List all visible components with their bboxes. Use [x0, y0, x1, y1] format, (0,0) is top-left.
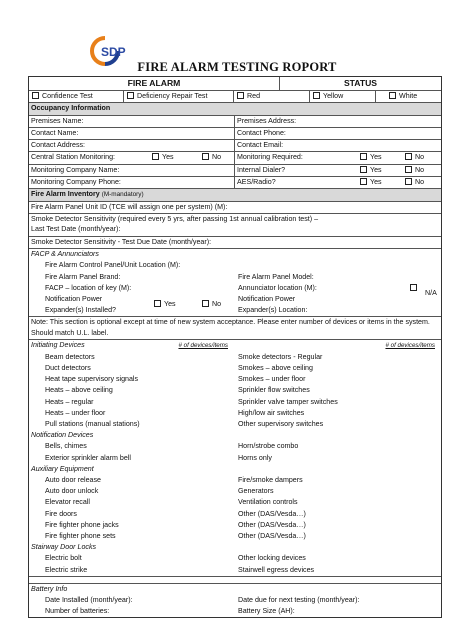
notification-power-label-2: Notification Power: [238, 295, 296, 304]
control-panel-location-field[interactable]: [29, 260, 441, 271]
device-item[interactable]: Smokes – above ceiling: [238, 363, 313, 372]
status-header: STATUS: [343, 78, 378, 88]
device-item[interactable]: Heats – regular: [45, 397, 94, 406]
monitoring-company-phone-field[interactable]: [29, 177, 235, 188]
premises-name-field[interactable]: [29, 116, 235, 127]
device-item[interactable]: Pull stations (manual stations): [45, 419, 140, 428]
fire-alarm-header: FIRE ALARM: [29, 77, 280, 90]
facp-heading: FACP & Annunciators: [31, 250, 99, 259]
logo-text: SDP: [101, 45, 126, 59]
internal-dialer-field: [235, 165, 441, 176]
aes-radio-no-checkbox[interactable]: [405, 178, 412, 185]
device-item[interactable]: Sprinkler flow switches: [238, 386, 310, 395]
num-batteries-field[interactable]: [29, 606, 236, 617]
inventory-row: [29, 214, 441, 237]
internal-dialer-no-checkbox[interactable]: [405, 166, 412, 173]
device-item[interactable]: Other locking devices: [238, 554, 306, 563]
inventory-title-cell: [29, 189, 441, 200]
device-row: [29, 385, 441, 396]
annunciator-location-field[interactable]: [236, 283, 317, 294]
devices-block: [29, 340, 441, 576]
aes-radio-yes[interactable]: [360, 177, 382, 188]
fire-alarm-form: [28, 76, 442, 618]
internal-dialer-yes-checkbox[interactable]: [360, 166, 367, 173]
device-item[interactable]: Other (DAS/Vesda…): [238, 531, 306, 540]
monitoring-required-field: [235, 152, 441, 163]
occupancy-row: [29, 152, 441, 164]
device-row: [29, 565, 441, 576]
form-header-row: [29, 77, 441, 91]
device-item[interactable]: Sprinkler valve tamper switches: [238, 397, 338, 406]
device-row: [29, 497, 441, 508]
device-item[interactable]: Heats – above ceiling: [45, 386, 113, 395]
na-label: N/A: [425, 288, 437, 297]
occupancy-row: [29, 116, 441, 128]
monitoring-required-yes-checkbox[interactable]: [360, 153, 367, 160]
status-yellow-label: Yellow: [323, 92, 344, 100]
contact-name-field[interactable]: [29, 128, 235, 139]
device-item[interactable]: Auto door unlock: [45, 487, 99, 496]
central-station-no[interactable]: [202, 152, 221, 163]
facp-block: [29, 249, 441, 317]
monitoring-company-phone-label: Monitoring Company Phone:: [31, 178, 121, 187]
initiating-header-row: [29, 340, 441, 351]
note-row: [29, 317, 441, 340]
battery-size-field[interactable]: [236, 606, 295, 617]
aes-radio-label: AES/Radio?: [237, 178, 276, 187]
occupancy-title: Occupancy Information: [31, 104, 111, 113]
monitoring-company-name-field[interactable]: [29, 165, 235, 176]
device-item[interactable]: Other supervisory switches: [238, 419, 324, 428]
premises-address-field[interactable]: [235, 116, 441, 127]
expanders-location-label: Expander(s) Location:: [238, 306, 308, 315]
confidence-test-checkbox[interactable]: [32, 92, 39, 99]
device-row: [29, 408, 441, 419]
occupancy-section-header: [29, 103, 441, 115]
device-item[interactable]: Fire/smoke dampers: [238, 475, 303, 484]
monitoring-required-yes[interactable]: [360, 152, 382, 163]
battery-size-label: Battery Size (AH):: [238, 607, 295, 616]
notification-power-row: [29, 294, 441, 316]
expanders-location-field[interactable]: [236, 294, 307, 316]
device-item[interactable]: Heat tape supervisory signals: [45, 375, 139, 384]
device-item[interactable]: Horn/strobe combo: [238, 442, 299, 451]
panel-brand-field[interactable]: [29, 272, 236, 283]
device-item[interactable]: Duct detectors: [45, 363, 91, 372]
device-item[interactable]: Fire doors: [45, 509, 77, 518]
status-yellow-checkbox[interactable]: [313, 92, 320, 99]
battery-heading: Battery Info: [31, 584, 68, 593]
device-row: [29, 475, 441, 486]
internal-dialer-no[interactable]: [405, 165, 424, 176]
expanders-installed-field: [29, 294, 236, 316]
device-item[interactable]: Electric strike: [45, 565, 88, 574]
expanders-installed-no[interactable]: [202, 299, 221, 310]
deficiency-test-option[interactable]: [124, 91, 234, 102]
device-row: [29, 509, 441, 520]
facp-key-label: FACP – location of key (M):: [45, 283, 132, 292]
device-row: [29, 397, 441, 408]
status-white-label: White: [399, 92, 418, 100]
device-item[interactable]: Electric bolt: [45, 554, 82, 563]
control-panel-location-label: Fire Alarm Control Panel/Unit Location (M):: [45, 261, 181, 270]
device-row: [29, 520, 441, 531]
device-item[interactable]: Auto door release: [45, 475, 101, 484]
device-row: [29, 419, 441, 430]
aes-radio-field: [235, 177, 441, 188]
stairway-list: [29, 553, 441, 575]
test-type-row: [29, 91, 441, 103]
spacer: [29, 577, 441, 584]
stairway-heading: Stairway Door Locks: [31, 543, 97, 552]
inventory-subtitle: (M-mandatory): [101, 191, 144, 199]
device-item[interactable]: Beam detectors: [45, 352, 95, 361]
aes-radio-yes-checkbox[interactable]: [360, 178, 367, 185]
initiating-list: [29, 352, 441, 430]
battery-row: [29, 606, 441, 617]
device-row: [29, 441, 441, 452]
occupancy-row: [29, 140, 441, 152]
document-title: FIRE ALARM TESTING ROPORT: [137, 60, 337, 74]
auxiliary-list: [29, 475, 441, 542]
no-label: No: [415, 153, 425, 162]
expanders-installed-yes[interactable]: [154, 299, 176, 310]
device-item[interactable]: Elevator recall: [45, 498, 90, 507]
deficiency-test-checkbox[interactable]: [127, 92, 134, 99]
device-item[interactable]: Bells, chimes: [45, 442, 87, 451]
auxiliary-heading: Auxiliary Equipment: [31, 464, 94, 473]
contact-phone-label: Contact Phone:: [237, 128, 286, 137]
expanders-installed-no-checkbox[interactable]: [202, 300, 209, 307]
yes-label: Yes: [162, 153, 174, 162]
contact-email-label: Contact Email:: [237, 141, 284, 150]
inventory-row: [29, 202, 441, 214]
sensitivity-label: Smoke Detector Sensitivity (required every 5 yrs, after passing 1st annual calibration test) –: [31, 214, 319, 223]
device-item[interactable]: Ventilation controls: [238, 498, 298, 507]
occupancy-row: [29, 128, 441, 140]
device-row: [29, 486, 441, 497]
device-row: [29, 531, 441, 542]
panel-model-field[interactable]: [236, 272, 314, 283]
monitoring-required-label: Monitoring Required:: [237, 153, 303, 162]
central-station-yes-checkbox[interactable]: [152, 153, 159, 160]
occupancy-row: [29, 177, 441, 189]
device-row: [29, 553, 441, 564]
inventory-title: Fire Alarm Inventory: [31, 190, 100, 199]
facp-key-row: [29, 283, 441, 297]
note-text: Note: This section is optional except at time of new system acceptance. Please enter number of devices or items in the system. Should match U.L. label.: [31, 318, 430, 337]
num-devices-header-left: # of devices/items: [178, 342, 228, 350]
premises-address-label: Premises Address:: [237, 116, 297, 125]
contact-phone-field[interactable]: [235, 128, 441, 139]
status-red-label: Red: [247, 92, 261, 100]
notification-heading: Notification Devices: [31, 431, 94, 440]
contact-address-field[interactable]: [29, 140, 235, 151]
battery-row: [29, 595, 441, 606]
device-item[interactable]: Other (DAS/Vesda…): [238, 520, 306, 529]
last-test-date-label: Last Test Date (month/year):: [31, 225, 121, 234]
date-installed-field[interactable]: [29, 595, 236, 606]
inventory-section-header: [29, 189, 441, 201]
device-item[interactable]: High/low air switches: [238, 408, 305, 417]
panel-model-label: Fire Alarm Panel Model:: [238, 272, 314, 281]
device-item[interactable]: Stairwell egress devices: [238, 565, 315, 574]
inventory-row: [29, 237, 441, 249]
central-station-field: [29, 152, 235, 163]
no-label: No: [212, 300, 222, 309]
device-item[interactable]: Heats – under floor: [45, 408, 106, 417]
facp-key-field[interactable]: [29, 283, 236, 294]
yes-label: Yes: [370, 153, 382, 162]
num-batteries-label: Number of batteries:: [45, 607, 110, 616]
device-row: [29, 374, 441, 385]
next-test-label: Date due for next testing (month/year):: [238, 595, 360, 604]
monitoring-required-no-checkbox[interactable]: [405, 153, 412, 160]
central-station-label: Central Station Monitoring:: [31, 153, 115, 162]
status-yellow-option[interactable]: [310, 91, 376, 102]
no-label: No: [415, 165, 425, 174]
monitoring-required-no[interactable]: [405, 152, 424, 163]
deficiency-test-label: Deficiency Repair Test: [137, 92, 208, 100]
device-row: [29, 352, 441, 363]
notification-power-label: Notification Power: [45, 295, 103, 304]
expanders-installed-label: Expander(s) Installed?: [45, 306, 116, 315]
initiating-header-right: [236, 340, 441, 351]
annunciator-location-label: Annunciator location (M):: [238, 283, 317, 292]
next-test-field[interactable]: [236, 595, 359, 606]
battery-block: [29, 584, 441, 618]
yes-label: Yes: [370, 178, 382, 187]
no-label: No: [415, 178, 425, 187]
initiating-heading: Initiating Devices: [31, 341, 85, 350]
status-white-checkbox[interactable]: [389, 92, 396, 99]
sensitivity-due-field[interactable]: [29, 237, 441, 248]
device-item[interactable]: Generators: [238, 487, 274, 496]
num-devices-header-right: # of devices/items: [385, 342, 435, 350]
status-red-option[interactable]: [234, 91, 310, 102]
device-item[interactable]: Other (DAS/Vesda…): [238, 509, 306, 518]
notification-list: [29, 441, 441, 463]
confidence-test-option[interactable]: [29, 91, 124, 102]
contact-name-label: Contact Name:: [31, 128, 79, 137]
aes-radio-no[interactable]: [405, 177, 424, 188]
yes-label: Yes: [370, 165, 382, 174]
device-item[interactable]: Horns only: [238, 453, 272, 462]
monitoring-company-name-label: Monitoring Company Name:: [31, 165, 120, 174]
expanders-installed-yes-checkbox[interactable]: [154, 300, 161, 307]
device-item[interactable]: Smokes – under floor: [238, 375, 306, 384]
contact-address-label: Contact Address:: [31, 141, 86, 150]
confidence-test-label: Confidence Test: [42, 92, 93, 100]
occupancy-row: [29, 165, 441, 177]
panel-brand-label: Fire Alarm Panel Brand:: [45, 272, 121, 281]
status-red-checkbox[interactable]: [237, 92, 244, 99]
central-station-no-checkbox[interactable]: [202, 153, 209, 160]
central-station-yes[interactable]: [152, 152, 174, 163]
panel-brand-model-row: [29, 272, 441, 283]
panel-unit-id-field[interactable]: [29, 202, 441, 213]
device-item[interactable]: Fire fighter phone sets: [45, 531, 116, 540]
date-installed-label: Date Installed (month/year):: [45, 595, 133, 604]
device-row: [29, 363, 441, 374]
device-item[interactable]: Smoke detectors - Regular: [238, 352, 323, 361]
initiating-header-left: [29, 340, 236, 351]
premises-name-label: Premises Name:: [31, 116, 84, 125]
sensitivity-due-label: Smoke Detector Sensitivity - Test Due Date (month/year):: [31, 237, 212, 246]
internal-dialer-yes[interactable]: [360, 165, 382, 176]
internal-dialer-label: Internal Dialer?: [237, 165, 286, 174]
device-item[interactable]: Fire fighter phone jacks: [45, 520, 119, 529]
contact-email-field[interactable]: [235, 140, 441, 151]
sensitivity-field[interactable]: [29, 214, 441, 236]
yes-label: Yes: [164, 300, 176, 309]
no-label: No: [212, 153, 222, 162]
na-checkbox[interactable]: [410, 284, 417, 291]
status-white-option[interactable]: [376, 91, 441, 102]
device-item[interactable]: Exterior sprinkler alarm bell: [45, 453, 131, 462]
device-row: [29, 453, 441, 464]
panel-unit-id-label: Fire Alarm Panel Unit ID (TCE will assign one per system) (M):: [31, 202, 228, 211]
